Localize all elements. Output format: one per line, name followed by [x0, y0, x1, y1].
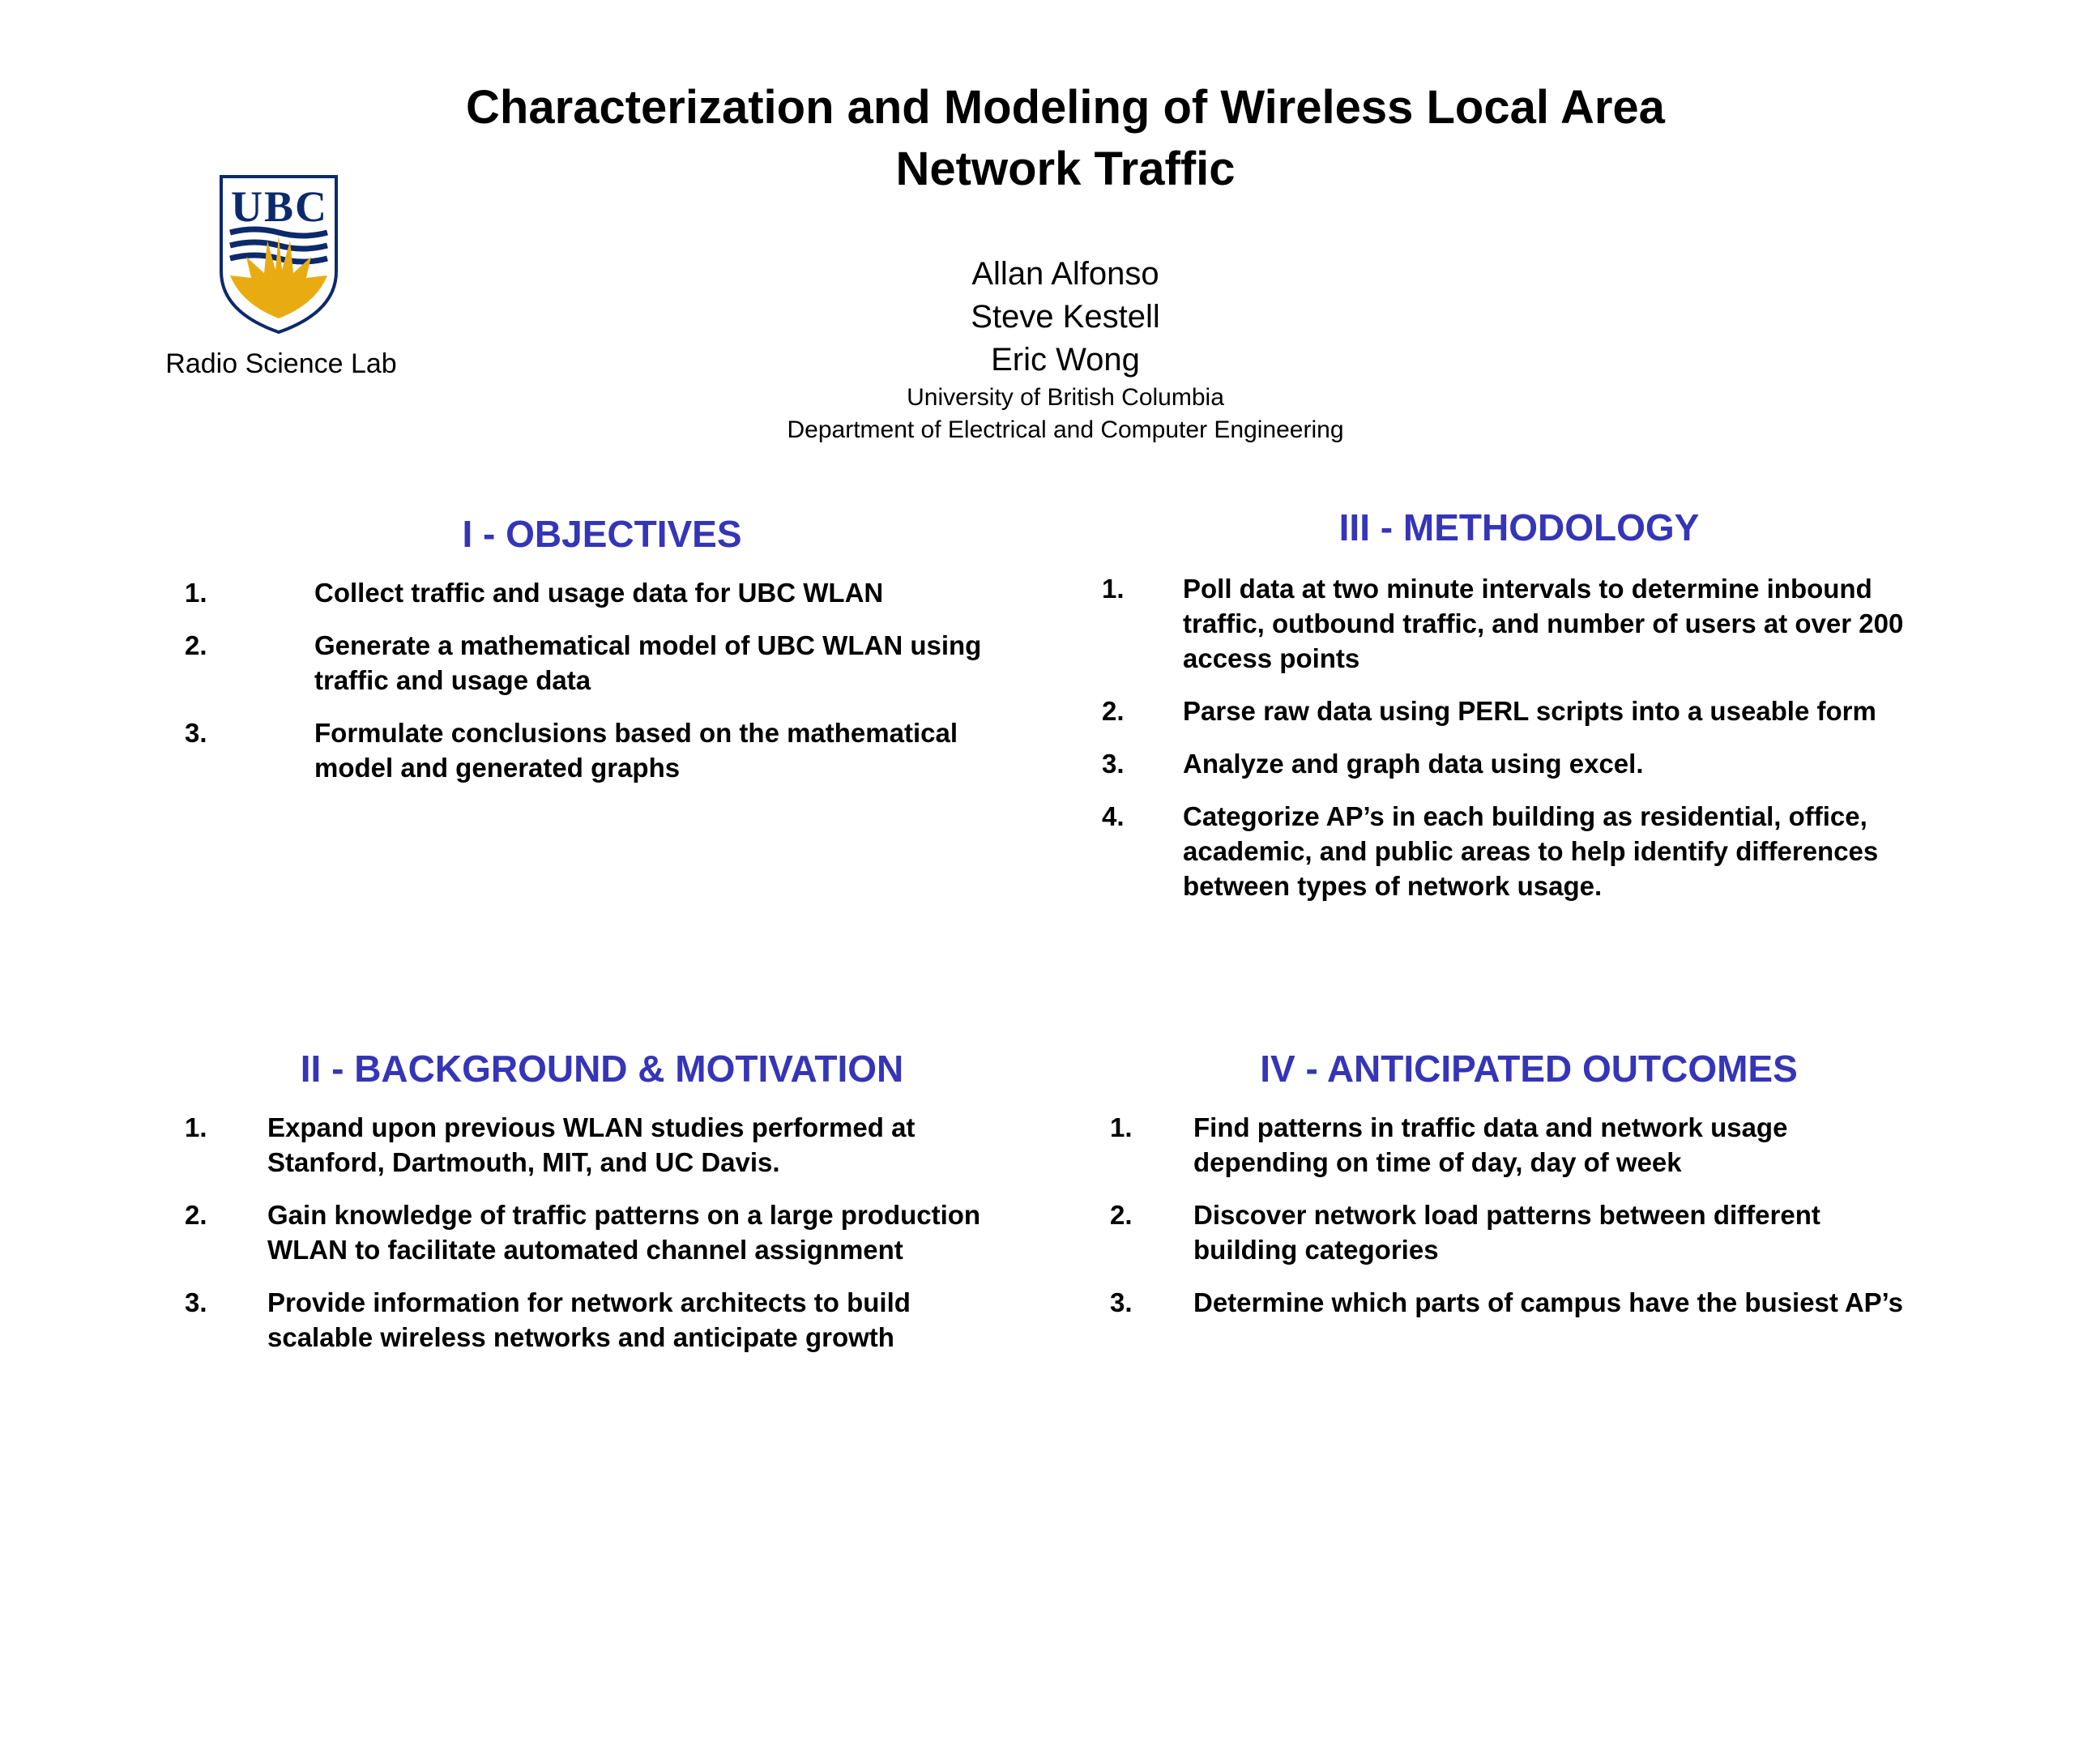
item-text: Generate a mathematical model of UBC WLAN using traffic and usage data	[314, 630, 982, 695]
item-text: Provide information for network architects to build scalable wireless networks and anticipate growth	[267, 1287, 911, 1352]
item-number: 2.	[1110, 1200, 1133, 1230]
item-number: 3.	[185, 1287, 207, 1317]
item-number: 3.	[1110, 1287, 1133, 1317]
item-number: 1.	[185, 1112, 207, 1142]
background-heading: II - BACKGROUND & MOTIVATION	[300, 1048, 904, 1090]
list-item	[185, 1285, 995, 1355]
item-number: 2.	[185, 1200, 207, 1230]
list-item	[185, 575, 1044, 610]
lab-name: Radio Science Lab	[165, 348, 397, 379]
objectives-heading: I - OBJECTIVES	[462, 513, 742, 555]
item-text: Gain knowledge of traffic patterns on a large production WLAN to facilitate automated channel assignment	[267, 1200, 981, 1265]
item-number: 2.	[185, 630, 207, 660]
list-item	[185, 715, 1044, 785]
list-item	[1102, 799, 1961, 903]
objectives-list	[185, 575, 1044, 803]
item-text: Discover network load patterns between different building categories	[1193, 1200, 1820, 1265]
list-item	[1110, 1197, 1920, 1267]
item-number: 4.	[1102, 801, 1125, 831]
item-number: 1.	[1102, 574, 1125, 604]
list-item	[185, 1110, 995, 1180]
list-item	[1102, 746, 1961, 781]
title-line-1: Characterization and Modeling of Wireless Local Area	[466, 81, 1665, 134]
item-number: 2.	[1102, 696, 1125, 726]
svg-text:UBC: UBC	[231, 182, 327, 231]
methodology-list	[1102, 571, 1961, 921]
background-list	[185, 1110, 995, 1372]
university: University of British Columbia	[907, 384, 1224, 411]
author-name: Allan Alfonso	[971, 256, 1159, 292]
list-item	[185, 1197, 995, 1267]
methodology-heading: III - METHODOLOGY	[1338, 506, 1700, 548]
list-item	[1110, 1110, 1920, 1180]
list-item	[1102, 571, 1961, 676]
item-number: 1.	[1110, 1112, 1133, 1142]
outcomes-heading: IV - ANTICIPATED OUTCOMES	[1260, 1048, 1798, 1090]
author-block	[0, 253, 2100, 446]
title-line-2: Network Traffic	[895, 143, 1236, 195]
outcomes-list	[1110, 1110, 1920, 1338]
item-text: Analyze and graph data using excel.	[1183, 749, 1644, 779]
author-name: Eric Wong	[991, 342, 1140, 378]
item-text: Collect traffic and usage data for UBC WLAN	[314, 578, 884, 608]
list-item	[1102, 694, 1961, 728]
item-text: Poll data at two minute intervals to determine inbound traffic, outbound traffic, and number of users at over 200 access points	[1183, 574, 1904, 673]
item-text: Formulate conclusions based on the mathematical model and generated graphs	[314, 718, 958, 783]
item-text: Categorize AP’s in each building as residential, office, academic, and public areas to help identify differences between types of network usage.	[1183, 801, 1879, 901]
item-number: 3.	[185, 718, 207, 748]
item-number: 3.	[1102, 749, 1125, 779]
list-item	[185, 628, 1044, 698]
list-item	[1110, 1285, 1920, 1320]
author-name: Steve Kestell	[971, 299, 1160, 335]
item-text: Determine which parts of campus have the busiest AP’s	[1193, 1287, 1903, 1317]
item-text: Parse raw data using PERL scripts into a useable form	[1183, 696, 1876, 726]
item-text: Find patterns in traffic data and network usage depending on time of day, day of week	[1193, 1112, 1788, 1177]
item-text: Expand upon previous WLAN studies performed at Stanford, Dartmouth, MIT, and UC Davis.	[267, 1112, 916, 1177]
item-number: 1.	[185, 578, 207, 608]
department: Department of Electrical and Computer Engineering	[787, 416, 1344, 443]
